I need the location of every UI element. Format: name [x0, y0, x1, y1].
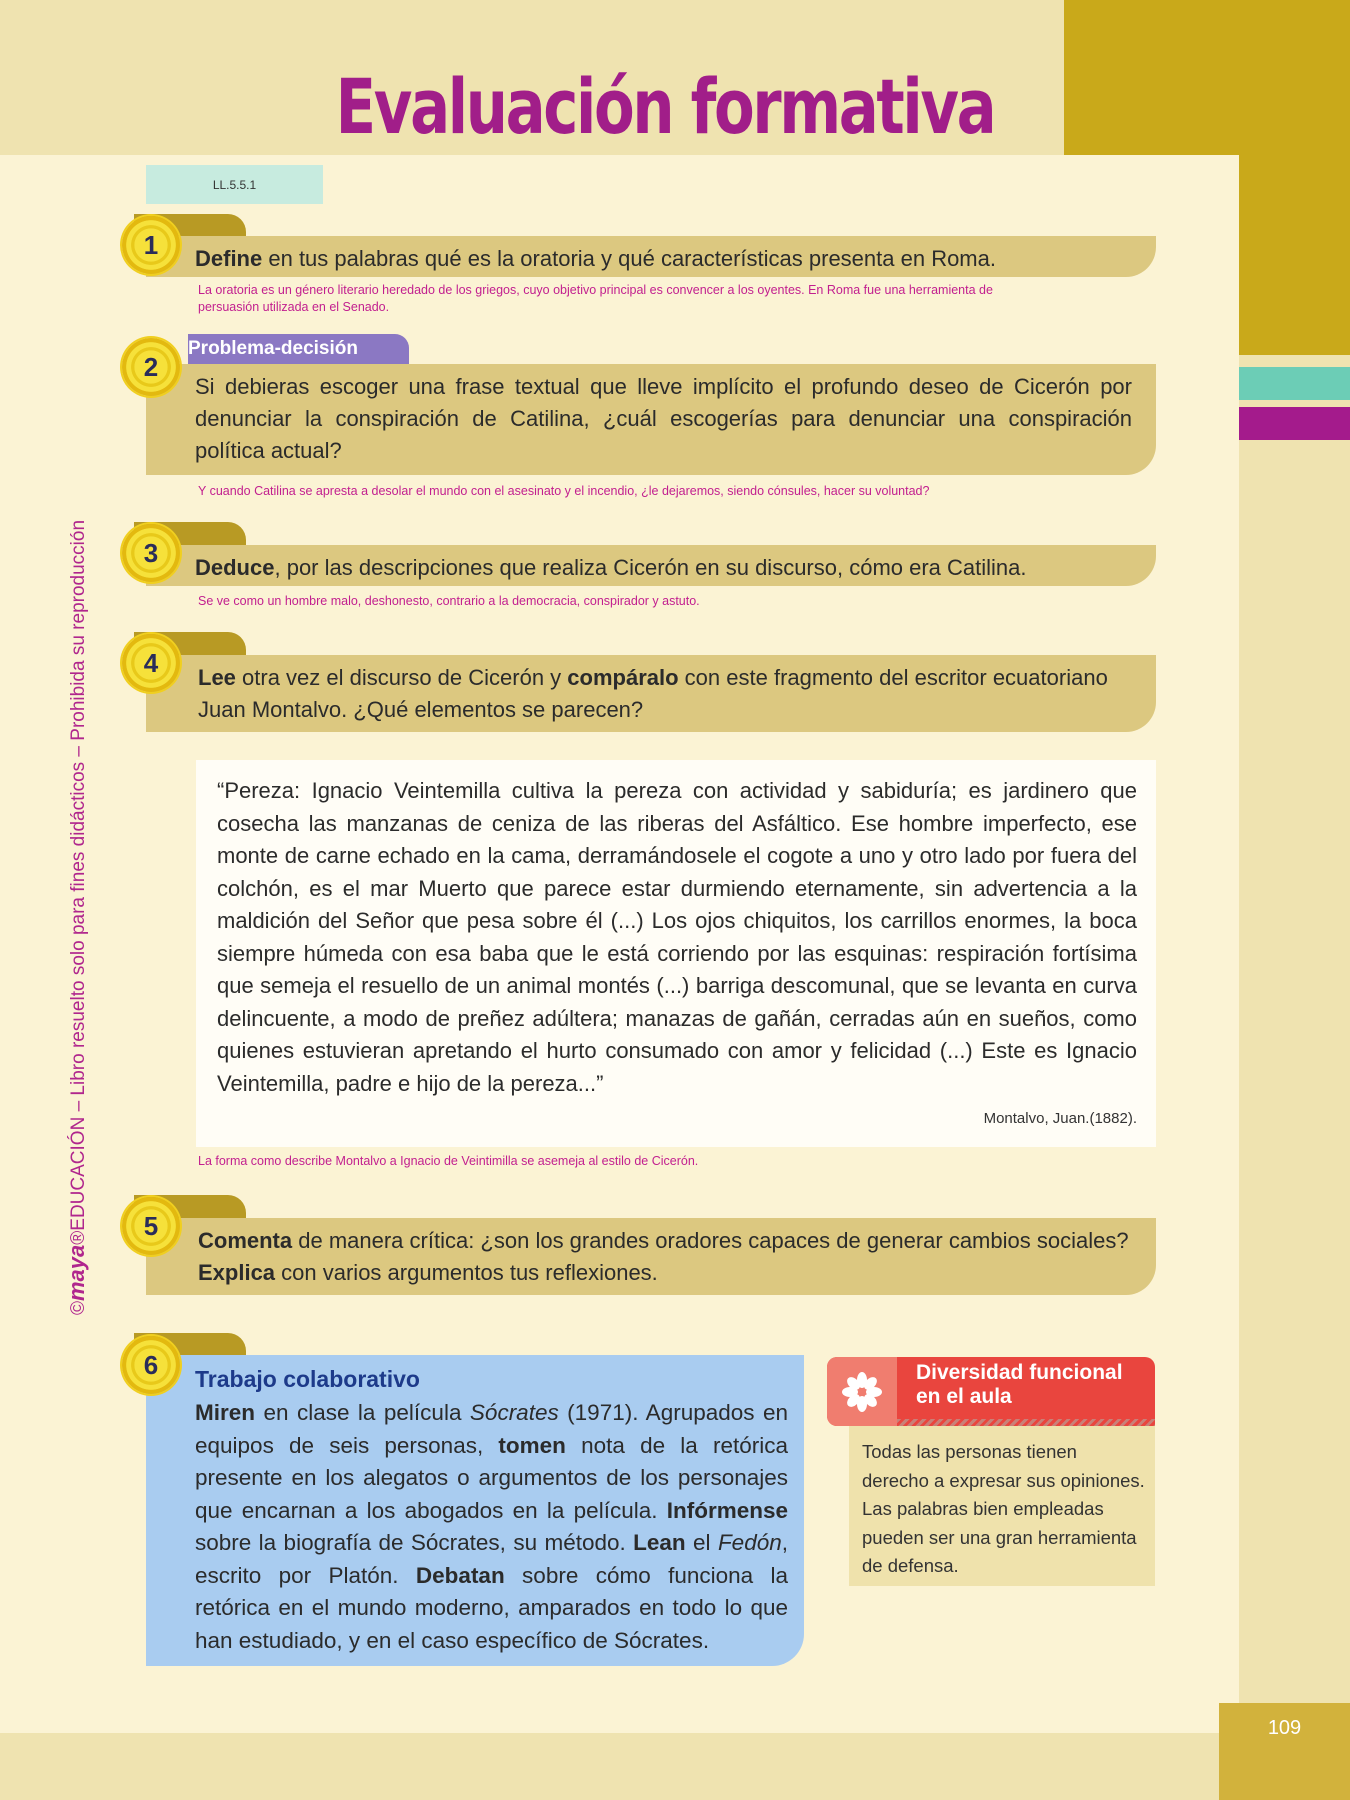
verb-tomen: tomen	[498, 1432, 566, 1458]
activity-4-text-1: otra vez el discurso de Cicerón y	[235, 665, 568, 690]
book-title: Fedón	[717, 1530, 782, 1555]
diversity-box-title: Diversidad funcional en el aula	[916, 1361, 1123, 1408]
activity-5-verb-1: Comenta	[198, 1228, 293, 1253]
activity-5-verb-2: Explica	[198, 1260, 276, 1285]
activity-3-text: , por las descripciones que realiza Cicerón en su discurso, cómo era Catilina.	[274, 555, 1027, 580]
activity-4-question	[198, 662, 1143, 726]
text-segment: (1971). Agrupados en equipos de seis personas,	[195, 1400, 788, 1458]
activity-1-question	[195, 243, 1145, 275]
copyright-text: ®EDUCACIÓN – Libro resuelto solo para fines didácticos – Prohibida su reproducción	[68, 519, 89, 1245]
activity-3-verb: Deduce	[195, 555, 275, 580]
activity-number-1: 1	[122, 216, 180, 274]
activity-number-5: 5	[122, 1197, 180, 1255]
activity-4-answer: La forma como describe Montalvo a Ignacio de Veintimilla se asemeja al estilo de Cicerón.	[198, 1154, 699, 1168]
activity-1-answer: La oratoria es un género literario heredado de los griegos, cuyo objetivo principal es convencer a los oyentes. En Roma fue una herramienta de persuasión utilizada en el Senado.	[198, 283, 993, 314]
film-title: Sócrates	[469, 1400, 559, 1425]
text-segment: sobre la biografía de Sócrates, su método.	[195, 1530, 634, 1555]
copyright-notice	[64, 520, 90, 1315]
diversity-box-text: Todas las personas tienen derecho a expresar sus opiniones. Las palabras bien empleadas pueden ser una gran herramienta de defensa.	[862, 1441, 1145, 1576]
activity-3-answer: Se ve como un hombre malo, deshonesto, contrario a la democracia, conspirador y astuto.	[198, 594, 700, 608]
magenta-accent-bar	[1239, 407, 1350, 440]
collaborative-work-title: Trabajo colaborativo	[195, 1366, 420, 1392]
montalvo-quote: “Pereza: Ignacio Veintemilla cultiva la pereza con actividad y sabiduría; es jardinero que cosecha las manzanas de ceniza de las riberas del Asfáltico. Ese hombre imperfecto, ese monte de carne echado en la cama, derramándosele el cogote a uno y otro lado por fuera del colchón, es el mar Muerto que parece estar durmiendo eternamente, sin advertencia a la maldición del Señor que pesa sobre él (...) Los ojos chiquitos, los carrillos enormes, la boca siempre húmeda con esa baba que le está corriendo por las esquinas: respiración fortísima que semeja el resuello de un animal montés (...) barriga descomunal, que se levanta en curva delincuente, a modo de preñez adúltera; manazas de gañán, cerradas aún en sueños, como quienes estuvieran apretando el hurto consumado con amor y felicidad (...) Este es Ignacio Veintemilla, padre e hijo de la pereza...”	[217, 778, 1137, 1096]
teal-accent-bar	[1239, 367, 1350, 400]
copyright-symbol: ©	[68, 1301, 89, 1315]
activity-5-text-2: con varios argumentos tus reflexiones.	[275, 1260, 658, 1285]
activity-4-text-2: con este fragmento del escritor ecuatoriano Juan Montalvo. ¿Qué elementos se parecen?	[198, 665, 1108, 722]
page-number: 109	[1219, 1703, 1350, 1800]
quote-citation: Montalvo, Juan.(1882).	[983, 1110, 1137, 1127]
activity-1-text: en tus palabras qué es la oratoria y qué características presenta en Roma.	[262, 246, 996, 271]
activity-number-3: 3	[122, 524, 180, 582]
diversity-header-stripe	[897, 1419, 1155, 1426]
activity-4-verb-2: compáralo	[567, 665, 679, 690]
verb-lean: Lean	[633, 1530, 686, 1555]
activity-2-answer: Y cuando Catilina se apresta a desolar el mundo con el asesinato y el incendio, ¿le dejaremos, siendo cónsules, hacer su voluntad?	[198, 484, 930, 498]
activity-number-4: 4	[122, 634, 180, 692]
skill-code-badge: LL.5.5.1	[146, 165, 323, 204]
text-segment: en clase la película	[255, 1400, 470, 1425]
bottom-band	[0, 1733, 1350, 1800]
text-segment: el	[685, 1530, 718, 1555]
verb-debatan: Debatan	[415, 1562, 505, 1588]
activity-4-verb-1: Lee	[198, 665, 236, 690]
text-segment: , escrito por Platón.	[195, 1530, 789, 1588]
activity-number-2: 2	[122, 338, 180, 396]
activity-2-question: Si debieras escoger una frase textual que lleve implícito el profundo deseo de Cicerón por denunciar la conspiración de Catilina, ¿cuál escogerías para denunciar una conspiración política actual?	[195, 374, 1132, 463]
activity-5-question	[198, 1225, 1143, 1289]
verb-miren: Miren	[195, 1400, 256, 1425]
activity-5-text-1: de manera crítica: ¿son los grandes oradores capaces de generar cambios sociales?	[292, 1228, 1129, 1253]
collaborative-work-text	[195, 1397, 788, 1657]
text-segment: nota de la retórica presente en los alegatos o argumentos de los personajes que encarnan a los abogados en la película.	[195, 1432, 788, 1523]
problema-decision-tab	[188, 334, 409, 364]
brand-logo-text: maya	[64, 1244, 89, 1301]
text-segment: sobre cómo funciona la retórica en el mundo moderno, amparados en todo lo que han estudiado, y en el caso específico de Sócrates.	[195, 1562, 789, 1653]
flower-asterisk-icon	[827, 1357, 897, 1426]
page-title: Evaluación formativa	[335, 62, 995, 151]
activity-1-verb: Define	[195, 246, 263, 271]
verb-informense: Infórmense	[666, 1497, 788, 1523]
problema-decision-label: Problema-decisión	[188, 338, 358, 359]
activity-number-6: 6	[122, 1336, 180, 1394]
activity-3-question	[195, 552, 1145, 584]
